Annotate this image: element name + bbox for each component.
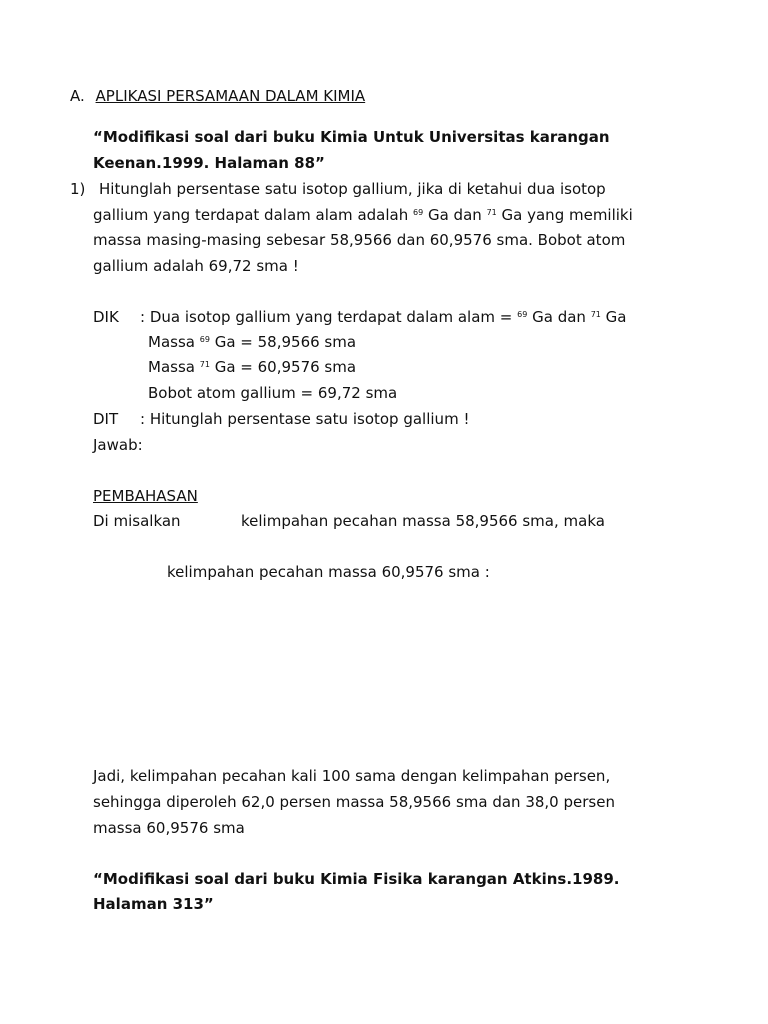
- section-title: APLIKASI PERSAMAAN DALAM KIMIA: [95, 87, 366, 105]
- text-span: Ga = 60,9576 sma: [214, 358, 357, 376]
- pembahasan-misalkan: Di misalkan: [93, 512, 181, 530]
- isotope-superscript: 71: [486, 208, 497, 217]
- dik-mass-line: [148, 332, 356, 352]
- text-span: Massa: [148, 333, 195, 351]
- dit-label: DIT: [93, 410, 119, 428]
- question-line: massa masing-masing sebesar 58,9566 dan 60,9576 sma. Bobot atom: [93, 231, 626, 249]
- conclusion-line: massa 60,9576 sma: [93, 819, 245, 837]
- source-citation-line: Halaman 313”: [93, 895, 214, 913]
- pembahasan-line: kelimpahan pecahan massa 58,9566 sma, maka: [241, 512, 605, 530]
- text-span: Ga yang memiliki: [501, 206, 633, 224]
- pembahasan-title: PEMBAHASAN: [93, 487, 198, 505]
- source-citation-line: Keenan.1999. Halaman 88”: [93, 154, 325, 172]
- text-span: Ga dan: [427, 206, 482, 224]
- question-line: gallium adalah 69,72 sma !: [93, 257, 299, 275]
- question-line: Hitunglah persentase satu isotop gallium, jika di ketahui dua isotop: [99, 180, 606, 198]
- pembahasan-line: kelimpahan pecahan massa 60,9576 sma :: [167, 563, 490, 581]
- text-span: Ga = 58,9566 sma: [214, 333, 357, 351]
- isotope-superscript: 71: [590, 310, 601, 319]
- isotope-superscript: 69: [199, 335, 210, 344]
- question-number: 1): [70, 180, 86, 198]
- text-span: Ga: [605, 308, 627, 326]
- dit-line: : Hitunglah persentase satu isotop gallium !: [140, 410, 470, 428]
- text-span: : Dua isotop gallium yang terdapat dalam alam =: [140, 308, 513, 326]
- isotope-superscript: 69: [413, 208, 424, 217]
- dik-line: [140, 307, 627, 327]
- text-span: gallium yang terdapat dalam alam adalah: [93, 206, 409, 224]
- text-span: Massa: [148, 358, 195, 376]
- source-citation-line: “Modifikasi soal dari buku Kimia Untuk Universitas karangan: [93, 128, 610, 146]
- isotope-superscript: 69: [517, 310, 528, 319]
- question-line: [93, 205, 633, 225]
- section-number: A.: [70, 87, 85, 105]
- conclusion-line: Jadi, kelimpahan pecahan kali 100 sama dengan kelimpahan persen,: [93, 767, 611, 785]
- dik-mass-line: [148, 357, 356, 377]
- dik-bobot-line: Bobot atom gallium = 69,72 sma: [148, 384, 398, 402]
- dik-label: DIK: [93, 308, 119, 326]
- section-heading: [70, 86, 365, 106]
- source-citation-line: “Modifikasi soal dari buku Kimia Fisika karangan Atkins.1989.: [93, 870, 620, 888]
- conclusion-line: sehingga diperoleh 62,0 persen massa 58,9566 sma dan 38,0 persen: [93, 793, 615, 811]
- isotope-superscript: 71: [199, 360, 210, 369]
- answer-label: Jawab:: [93, 436, 143, 454]
- text-span: Ga dan: [532, 308, 586, 326]
